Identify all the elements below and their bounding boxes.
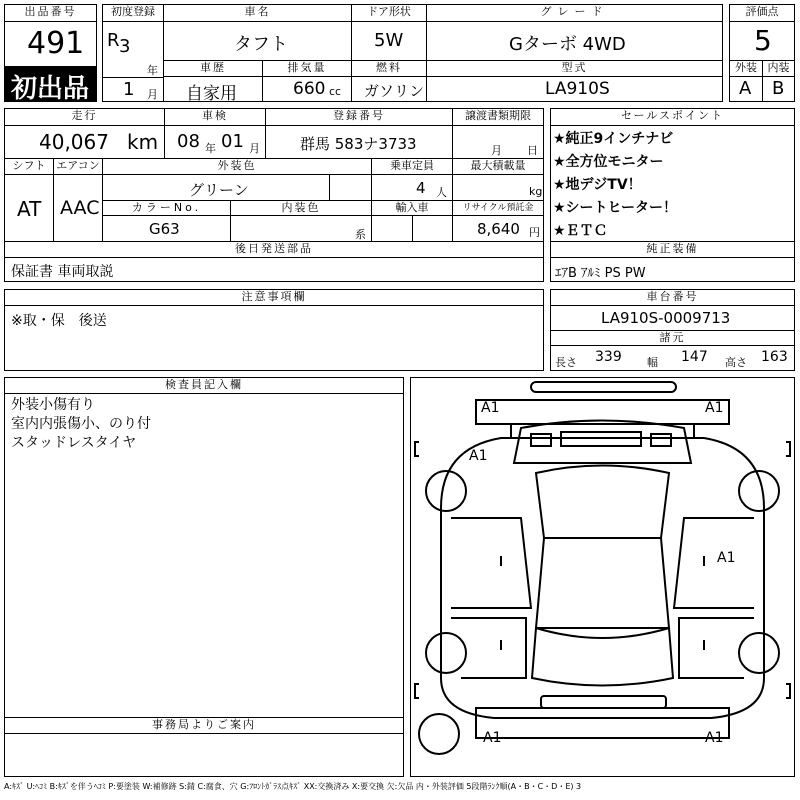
capacity-cell [371,174,453,201]
displacement-label: 排気量 [262,60,352,77]
model: LA910S [545,79,610,99]
score-label: 評価点 [729,4,795,22]
sales-point-item: ★地デジTV！ [553,177,642,193]
import-cell-a [371,215,413,242]
load-cell [452,174,544,201]
grade: Gターボ 4WD [509,34,626,55]
dims-label: 諸元 [550,330,795,346]
inspection-year-unit: 年 [205,142,216,155]
chassis-value: LA910S-0009713 [601,309,731,327]
fuel-label: 燃料 [351,60,427,77]
ext-color-label: 外装色 [102,158,372,175]
ac: AAC [60,197,100,219]
notes-value: ※取・保 後送 [11,313,107,329]
exterior-grade: A [739,78,752,99]
ext-color: グリーン [189,181,249,199]
interior-grade: B [772,78,785,99]
grade-label: グレード [426,4,723,22]
year-unit: 年 [147,64,158,77]
import-cell-b [412,215,453,242]
mileage-cell [4,125,165,159]
month-unit: 月 [147,88,158,101]
sales-point-item: ★シートヒーター！ [553,200,677,216]
import-label: 輸入車 [371,200,453,216]
later-parts: 保証書 車両取説 [11,264,114,280]
sales-point-item: ★ＥＴＣ [553,223,608,239]
inspector-lines [11,396,151,453]
inspector-line: 室内内張傷小、のり付 [11,416,151,432]
inspection-year: 08 [177,131,200,152]
length-label: 長さ [555,356,577,369]
height-label: 高さ [725,356,747,369]
car-name: タフト [234,34,288,55]
lot-no-cell [4,21,97,67]
model-label: 型式 [426,60,723,77]
damage-mark-a1: A1 [705,730,724,746]
displacement: 660 [293,79,326,99]
first-reg-month: 1 [123,79,135,100]
displacement-cell [262,76,352,102]
shift: AT [17,197,42,221]
reg-no-cell [265,125,453,159]
inspector-line: スタッドレスタイヤ [11,435,137,451]
color-no-cell [102,215,231,242]
car-name-cell [163,21,352,61]
ac-label: エアコン [53,158,103,175]
exterior-grade-cell [729,76,763,102]
fuel: ガソリン [364,82,425,100]
office-cell [4,733,404,777]
first-listing-badge [4,66,97,102]
legend-text: A:ｷｽﾞ U:ﾍｺﾐ B:ｷｽﾞを伴うﾍｺﾐ P:要塗装 W:補修跡 S:錆 C:腐食、穴 G:ﾌﾛﾝﾄｶﾞﾗｽ点ｷｽﾞ XX:交換済み X:要交換 欠:欠品 内・外装評価 5段階ﾗﾝｸ順(A・B・C・D・E) 3 [4,782,582,791]
int-color-label: 内装色 [230,200,372,216]
shift-cell [4,174,54,242]
door: 5W [374,30,404,51]
inspector-cell [4,393,404,718]
recycle-unit: 円 [529,226,540,239]
capacity: 4 [416,179,426,197]
car-name-label: 車名 [163,4,352,22]
inspection-month: 01 [221,131,244,152]
first-reg-month-cell [102,77,164,102]
grade-cell [426,21,723,61]
width-value: 147 [681,349,708,365]
damage-diagram [410,377,795,777]
exterior-label: 外装 [729,60,763,77]
mileage-unit: km [127,130,159,154]
sales-point-item: ★純正9インチナビ [553,131,674,147]
first-reg-year: 3 [119,36,131,57]
door-cell [351,21,427,61]
mileage-label: 走行 [4,108,165,126]
later-parts-label: 後日発送部品 [4,241,544,258]
transfer-cell [452,125,544,159]
color-no-label: カラーNo. [102,200,231,216]
displacement-unit: cc [329,85,342,98]
damage-mark-a1: A1 [469,448,488,464]
transfer-month: 月 [491,144,502,157]
history-label: 車歴 [163,60,263,77]
sales-points-list [553,128,677,242]
inspection-month-unit: 月 [249,142,260,155]
color-no: G63 [149,220,180,238]
inspection-cell [164,125,266,159]
height-value: 163 [761,349,788,365]
first-reg-cell [102,21,164,78]
ext-color-extra [329,174,372,201]
length-value: 339 [595,349,622,365]
recycle: 8,640 [477,220,520,238]
mileage: 40,067 [39,130,109,154]
chassis-cell [550,305,795,331]
history-cell [163,76,263,102]
interior-grade-cell [762,76,795,102]
load-unit: kg [529,185,543,198]
reg-no: 群馬 583ナ3733 [300,135,417,153]
int-color-unit: 系 [355,228,366,241]
equipment-label: 純正装備 [550,241,795,258]
damage-mark-a1: A1 [705,400,724,416]
load-label: 最大積載量 [452,158,544,175]
damage-mark-a1: A1 [481,400,500,416]
first-reg-era: R [107,30,120,51]
history: 自家用 [186,84,237,102]
later-parts-cell [4,257,544,282]
reg-no-label: 登録番号 [265,108,453,126]
transfer-label: 譲渡書類期限 [452,108,544,126]
capacity-unit: 人 [436,186,447,199]
damage-mark-a1: A1 [717,550,736,566]
inspector-label: 検査員記入欄 [4,377,404,394]
capacity-label: 乗車定員 [371,158,453,175]
sales-points-label: セールスポイント [550,108,795,126]
equipment-value: ｴｱB ｱﾙﾐ PS PW [555,266,646,281]
notes-cell [4,305,544,371]
door-label: ドア形状 [351,4,427,22]
lot-no-label: 出品番号 [4,4,97,22]
transfer-day: 日 [527,144,538,157]
lot-no: 491 [27,26,85,61]
sales-point-item: ★全方位モニター [553,154,664,170]
first-listing-text: 初出品 [11,74,90,102]
inspector-line: 外装小傷有り [11,397,95,413]
recycle-cell [452,215,544,242]
fuel-cell [351,76,427,102]
score: 5 [754,24,772,57]
width-label: 幅 [647,356,658,369]
office-label: 事務局よりご案内 [4,717,404,734]
damage-mark-a1: A1 [483,730,502,746]
chassis-label: 車台番号 [550,289,795,306]
interior-label: 内装 [762,60,795,77]
score-cell [729,21,795,61]
equipment-cell [550,257,795,282]
first-reg-label: 初度登録 [102,4,164,22]
recycle-label: リサイクル預託金 [452,200,544,216]
ext-color-cell [102,174,330,201]
sales-points-cell [550,125,795,242]
model-cell [426,76,723,102]
inspection-label: 車検 [164,108,266,126]
dims-cell [550,345,795,371]
int-color-cell [230,215,372,242]
shift-label: シフト [4,158,54,175]
notes-label: 注意事項欄 [4,289,544,306]
ac-cell [53,174,103,242]
car-outline-icon [411,378,794,776]
